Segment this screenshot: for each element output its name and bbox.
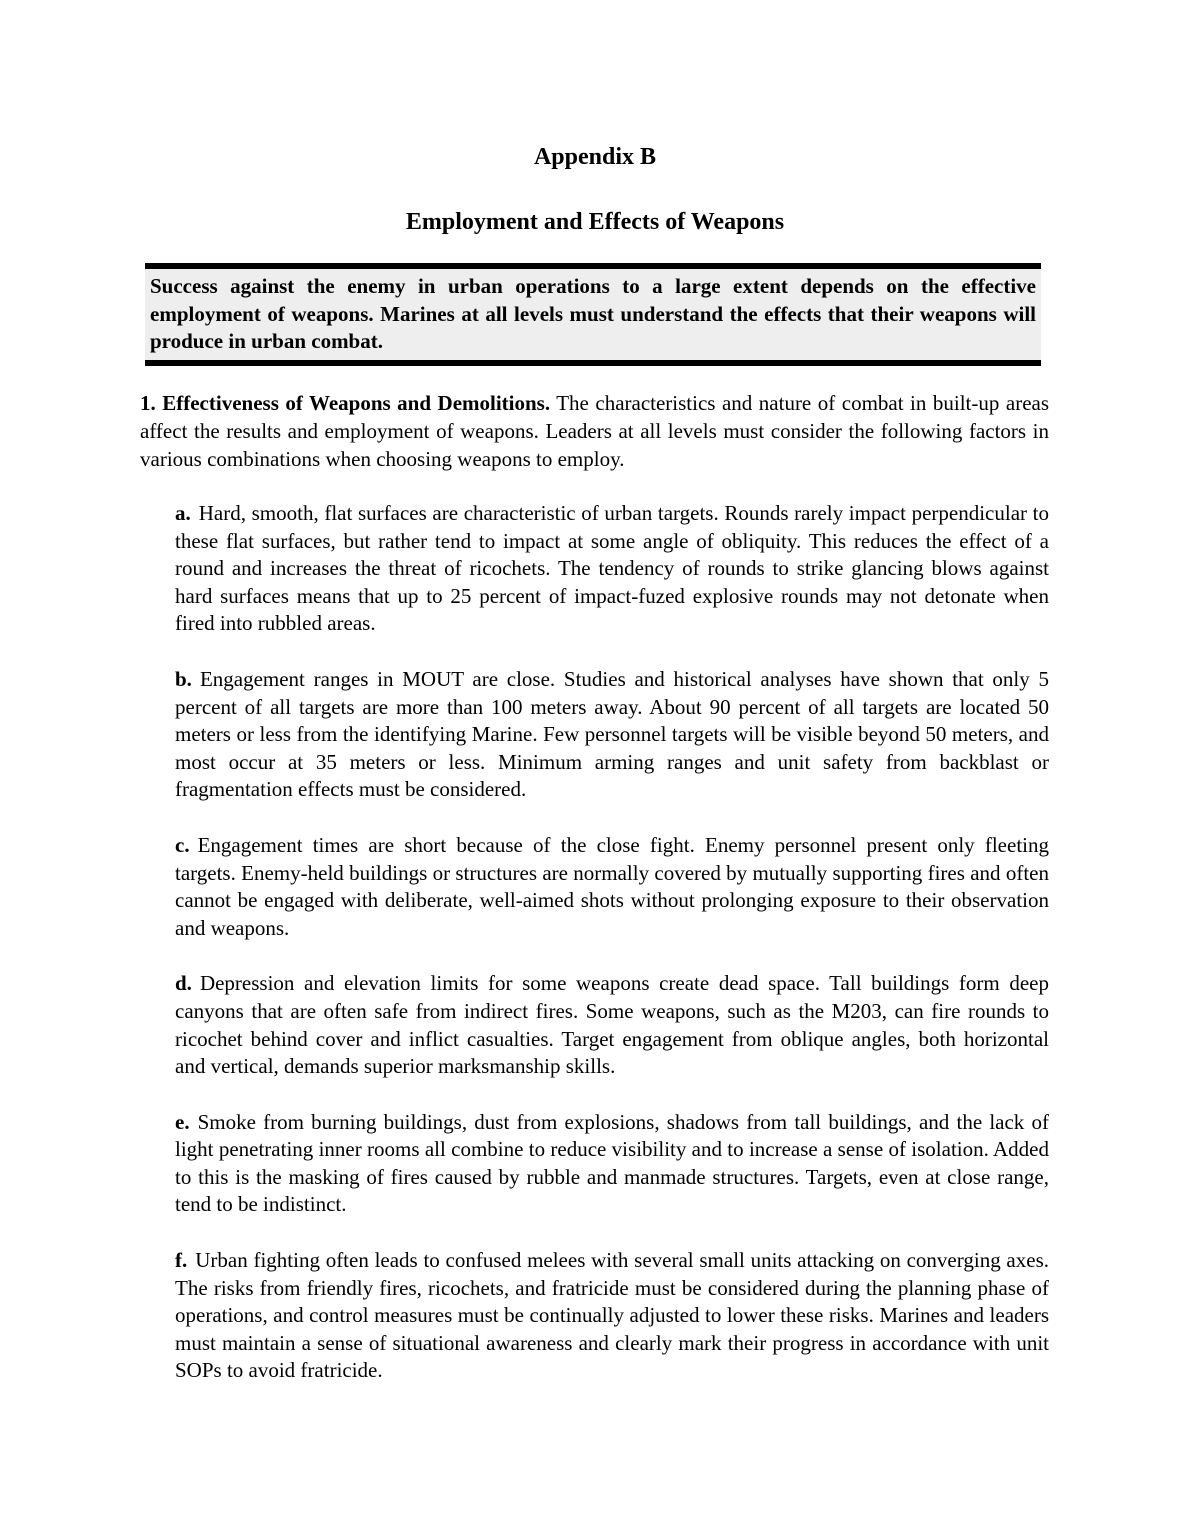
- item-letter: a.: [175, 501, 191, 525]
- factor-list: [175, 500, 1049, 1413]
- item-text: Smoke from burning buildings, dust from explosions, shadows from tall buildings, and the lack of light penetrating inner rooms all combine to reduce visibility and to increase a sense of isolation. Added to this is the masking of fires caused by rubble and manmade structures. Targets, even at close range, tend to be indistinct.: [175, 1109, 1049, 1217]
- section-1-heading: 1. Effectiveness of Weapons and Demolitions.: [140, 391, 551, 415]
- page-title: Employment and Effects of Weapons: [405, 209, 785, 235]
- callout-text: Success against the enemy in urban operations to a large extent depends on the effective employment of weapons. Marines at all levels must understand the effects that their weapons will produce in urban combat.: [150, 274, 1036, 353]
- list-item: [175, 1109, 1049, 1219]
- appendix-heading: Appendix B: [533, 144, 657, 170]
- item-letter: d.: [175, 971, 192, 996]
- item-letter: b.: [175, 666, 192, 691]
- list-item: [175, 832, 1049, 942]
- list-item: [175, 1247, 1049, 1385]
- list-item: [175, 500, 1049, 638]
- item-text: Depression and elevation limits for some weapons create dead space. Tall buildings form deep canyons that are often safe from indirect fires. Some weapons, such as the M203, can fire rounds to ricochet behind cover and inflict casualties. Target engagement from oblique angles, both horizontal and vertical, demands superior marksmanship skills.: [175, 971, 1049, 1079]
- list-item: [175, 666, 1049, 804]
- item-text: Hard, smooth, flat surfaces are characteristic of urban targets. Rounds rarely impact perpendicular to these flat surfaces, but rather tend to impact at some angle of obliquity. This reduces the effect of a round and increases the threat of ricochets. The tendency of rounds to strike glancing blows against hard surfaces means that up to 25 percent of impact-fuzed explosive rounds may not detonate when fired into rubbled areas.: [175, 501, 1049, 636]
- list-item: [175, 970, 1049, 1080]
- item-text: Engagement times are short because of the close fight. Enemy personnel present only fleeting targets. Enemy-held buildings or structures are normally covered by mutually supporting fires and often cannot be engaged with deliberate, well-aimed shots without prolonging exposure to their observation and weapons.: [175, 832, 1049, 940]
- section-1-body: The characteristics and nature of combat in built-up areas affect the results and employment of weapons. Leaders at all levels must consider the following factors in various combinations when choosing weapons to employ.: [140, 391, 1050, 471]
- item-letter: f.: [175, 1248, 188, 1273]
- item-text: Engagement ranges in MOUT are close. Studies and historical analyses have shown that only 5 percent of all targets are more than 100 meters away. About 90 percent of all targets are located 50 meters or less from the identifying Marine. Few personnel targets will be visible beyond 50 meters, and most occur at 35 meters or less. Minimum arming ranges and unit safety from backblast or fragmentation effects must be considered.: [175, 666, 1049, 802]
- section-1-paragraph: [140, 389, 1049, 473]
- summary-callout-box: [145, 263, 1041, 366]
- item-letter: c.: [175, 832, 190, 857]
- item-text: Urban fighting often leads to confused melees with several small units attacking on converging axes. The risks from friendly fires, ricochets, and fratricide must be considered during the planning phase of operations, and control measures must be continually adjusted to lower these risks. Marines and leaders must maintain a sense of situational awareness and clearly mark their progress in accordance with unit SOPs to avoid fratricide.: [175, 1248, 1049, 1383]
- item-letter: e.: [175, 1109, 190, 1134]
